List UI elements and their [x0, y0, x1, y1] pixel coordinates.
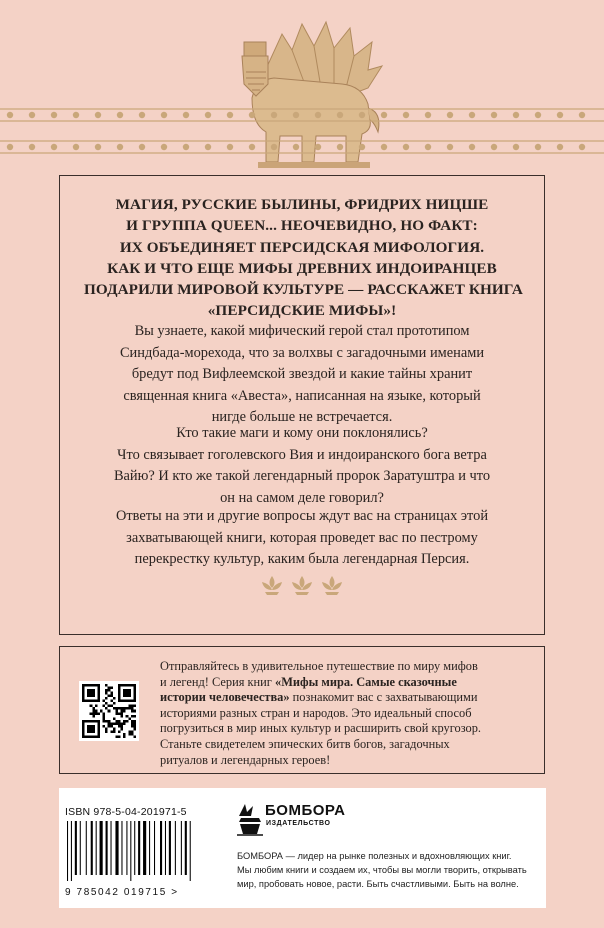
qr-module	[108, 710, 111, 713]
qr-module	[133, 728, 136, 731]
qr-module	[100, 710, 103, 713]
qr-module	[108, 705, 111, 708]
barcode-bar	[121, 821, 122, 875]
qr-module	[126, 720, 129, 723]
text-line: мир, пробовать новое, расти. Быть счастливыми. Быть на волне.	[237, 879, 519, 890]
text-line: Вы узнаете, какой мифический герой стал прототипом	[134, 323, 470, 339]
qr-module	[110, 692, 113, 695]
text-line: ритуалов и легендарных героев!	[160, 752, 331, 767]
qr-module	[118, 723, 121, 726]
barcode-bar	[106, 821, 108, 875]
text-line: захватывающей книги, которая проведет вас по пестрому	[126, 529, 478, 546]
rosette-ornament	[337, 112, 343, 118]
qr-module	[133, 725, 136, 728]
qr-module	[131, 720, 134, 723]
rosette-ornament	[161, 112, 167, 118]
publisher-name: БОМБОРА	[265, 802, 346, 819]
rosette-ornament	[227, 144, 233, 150]
headline-line: МАГИЯ, РУССКИЕ БЫЛИНЫ, ФРИДРИХ НИЦШЕ	[115, 196, 489, 213]
lotus-icon	[259, 574, 285, 596]
barcode-bar	[154, 821, 155, 875]
barcode-bar	[160, 821, 162, 875]
qr-module	[128, 717, 131, 720]
ornament-band-bottom	[0, 140, 604, 154]
barcode-bar	[190, 821, 191, 881]
rosette-ornament	[51, 112, 57, 118]
qr-module	[118, 712, 121, 715]
text-line: историями разных стран и народов. Это идеальный способ	[160, 705, 472, 720]
rosette-ornament	[73, 112, 79, 118]
paragraph-3	[60, 506, 544, 571]
qr-module	[115, 720, 118, 723]
qr-finder	[87, 689, 95, 697]
qr-module	[123, 707, 126, 710]
qr-module	[113, 697, 116, 700]
rosette-ornament	[447, 112, 453, 118]
rosette-ornament	[359, 112, 365, 118]
rosette-ornament	[535, 144, 541, 150]
rosette-ornament	[579, 112, 585, 118]
text-line: Кто такие маги и кому они поклонялись?	[176, 425, 428, 441]
description-frame	[59, 175, 545, 635]
barcode-bar	[86, 821, 87, 875]
rosette-ornament	[205, 144, 211, 150]
qr-module	[110, 687, 113, 690]
qr-finder	[123, 689, 131, 697]
headline-line: И ГРУППА QUEEN... НЕОЧЕВИДНО, НО ФАКТ:	[126, 217, 478, 235]
publisher-description	[237, 849, 537, 892]
qr-module	[103, 720, 106, 723]
qr-module	[121, 723, 124, 726]
qr-module	[95, 710, 98, 713]
barcode-bar	[100, 821, 103, 875]
qr-module	[105, 720, 108, 723]
qr-module	[118, 720, 121, 723]
qr-module	[97, 712, 100, 715]
qr-module	[105, 728, 108, 731]
qr-module	[113, 728, 116, 731]
qr-module	[131, 725, 134, 728]
publisher-subtitle: ИЗДАТЕЛЬСТВО	[266, 820, 331, 827]
lotus-icon	[319, 574, 345, 596]
rosette-ornament	[183, 112, 189, 118]
qr-module	[128, 733, 131, 736]
qr-module	[123, 710, 126, 713]
barcode-digits: 9 785042 019715 >	[65, 887, 179, 898]
rosette-ornament	[315, 144, 321, 150]
headline	[60, 194, 544, 322]
qr-module	[113, 707, 116, 710]
qr-module	[92, 710, 95, 713]
barcode-bar	[185, 821, 187, 875]
rosette-ornament	[403, 112, 409, 118]
qr-module	[110, 694, 113, 697]
rosette-ornament	[469, 112, 475, 118]
qr-module	[103, 725, 106, 728]
text-line: Вайю? И кто же такой легендарный пророк Заратуштра и что	[113, 468, 491, 484]
rosette-ornament	[513, 144, 519, 150]
rosette-ornament	[337, 144, 343, 150]
qr-module	[118, 730, 121, 733]
barcode-bar	[130, 821, 131, 881]
qr-module	[131, 710, 134, 713]
rosette-ornament	[139, 144, 145, 150]
qr-module	[118, 735, 121, 738]
qr-module	[133, 715, 136, 718]
qr-module	[123, 735, 126, 738]
barcode-bar	[115, 821, 118, 875]
qr-module	[113, 717, 116, 720]
rosette-ornament	[557, 112, 563, 118]
qr-module	[108, 723, 111, 726]
qr-module	[103, 715, 106, 718]
rosette-ornament	[271, 112, 277, 118]
barcode-bar	[126, 821, 127, 875]
qr-module	[110, 705, 113, 708]
rosette-ornament	[205, 112, 211, 118]
rosette-ornament	[161, 144, 167, 150]
barcode-bar	[96, 821, 97, 875]
barcode-bar	[149, 821, 150, 875]
qr-module	[108, 720, 111, 723]
rosette-ornament	[271, 144, 277, 150]
rosette-ornament	[447, 144, 453, 150]
text-line: Ответы на эти и другие вопросы ждут вас на страницах этой	[115, 508, 489, 524]
rosette-ornament	[293, 112, 299, 118]
qr-module	[126, 707, 129, 710]
barcode-bar	[71, 821, 72, 881]
qr-module	[103, 712, 106, 715]
qr-module	[133, 735, 136, 738]
qr-module	[121, 715, 124, 718]
text-line: нигде больше не встречается.	[211, 409, 393, 425]
barcode-bar	[67, 821, 68, 881]
barcode-bar	[169, 821, 171, 875]
rosette-ornament	[469, 144, 475, 150]
qr-module	[131, 730, 134, 733]
rosette-ornament	[403, 144, 409, 150]
series-title-part: истории человечества»	[160, 690, 290, 705]
rosette-ornament	[491, 112, 497, 118]
rosette-ornament	[315, 112, 321, 118]
ornament-band-top	[0, 108, 604, 122]
qr-module	[105, 697, 108, 700]
rosette-ornament	[381, 112, 387, 118]
text-line: бредут под Вифлеемской звездой и какие тайны хранит	[131, 366, 473, 382]
text-line: Отправляйтесь в удивительное путешествие по миру мифов	[160, 659, 478, 673]
qr-module	[103, 717, 106, 720]
text-line	[160, 675, 540, 691]
barcode-bar	[80, 821, 81, 875]
headline-line: ИХ ОБЪЕДИНЯЕТ ПЕРСИДСКАЯ МИФОЛОГИЯ.	[119, 238, 485, 256]
rosette-ornament	[29, 144, 35, 150]
qr-module	[126, 715, 129, 718]
qr-module	[92, 715, 95, 718]
barcode	[65, 821, 205, 881]
qr-module	[108, 689, 111, 692]
qr-module	[123, 720, 126, 723]
qr-module	[121, 712, 124, 715]
qr-module	[95, 705, 98, 708]
isbn-label: ISBN 978-5-04-201971-5	[65, 806, 187, 818]
bombora-logo	[237, 802, 347, 838]
barcode-bar	[175, 821, 176, 875]
qr-module	[103, 699, 106, 702]
headline-line: «ПЕРСИДСКИЕ МИФЫ»!	[207, 302, 397, 320]
qr-module	[105, 684, 108, 687]
qr-module	[105, 707, 108, 710]
qr-module	[121, 725, 124, 728]
rosette-ornament	[381, 144, 387, 150]
qr-module	[128, 707, 131, 710]
qr-module	[131, 707, 134, 710]
text-line: Синдбада-морехода, что за волхвы с загадочными именами	[119, 344, 485, 361]
barcode-bar	[181, 821, 182, 875]
text-line: перекрестку культур, каким была легендарная Персия.	[134, 551, 470, 567]
barcode-bar	[138, 821, 140, 875]
qr-module	[123, 723, 126, 726]
qr-module	[103, 705, 106, 708]
publisher-panel	[59, 788, 546, 908]
rosette-ornament	[359, 144, 365, 150]
qr-module	[90, 712, 93, 715]
qr-module	[110, 725, 113, 728]
qr-finder	[87, 725, 95, 733]
qr-module	[113, 730, 116, 733]
qr-module	[133, 705, 136, 708]
barcode-block	[65, 806, 211, 898]
paragraph-2	[60, 423, 544, 509]
qr-module	[90, 705, 93, 708]
barcode-bar	[165, 821, 166, 875]
qr-module	[131, 733, 134, 736]
qr-module	[118, 725, 121, 728]
rosette-ornament	[95, 144, 101, 150]
series-title-part: «Мифы мира. Самые сказочные	[275, 674, 457, 689]
rosette-ornament	[7, 144, 13, 150]
qr-module	[110, 699, 113, 702]
rosette-ornament	[29, 112, 35, 118]
rosette-ornament	[183, 144, 189, 150]
qr-module	[115, 707, 118, 710]
qr-module	[115, 723, 118, 726]
rosette-ornament	[227, 112, 233, 118]
paragraph-1	[60, 321, 544, 429]
text-line: Станьте свидетелем эпических битв богов, загадочных	[160, 736, 450, 751]
text-line: Что связывает гоголевского Вия и индоиранского бога ветра	[117, 446, 487, 463]
bombora-logo-icon	[237, 802, 263, 836]
rosette-ornament	[513, 112, 519, 118]
qr-module	[108, 725, 111, 728]
text-line: священная книга «Авеста», написанная на языке, который	[123, 387, 481, 404]
text-line: БОМБОРА — лидер на рынке полезных и вдохновляющих книг.	[237, 851, 512, 861]
qr-module	[108, 694, 111, 697]
barcode-bar	[134, 821, 135, 875]
text-line: он на самом деле говорил?	[220, 489, 384, 506]
rosette-ornament	[249, 144, 255, 150]
qr-module	[128, 730, 131, 733]
rosette-ornament	[557, 144, 563, 150]
text-line: погрузиться в мир иных культур и расширить свой кругозор.	[160, 721, 482, 736]
qr-module	[118, 707, 121, 710]
qr-module	[92, 707, 95, 710]
rosette-ornament	[425, 144, 431, 150]
qr-module	[115, 710, 118, 713]
rosette-ornament	[51, 144, 57, 150]
qr-module	[92, 712, 95, 715]
series-info-box	[59, 646, 545, 774]
rosette-ornament	[117, 112, 123, 118]
lotus-ornaments	[60, 574, 544, 596]
barcode-bar	[111, 821, 112, 875]
barcode-bar	[75, 821, 77, 875]
qr-module	[133, 720, 136, 723]
rosette-ornament	[139, 112, 145, 118]
qr-code[interactable]	[79, 681, 139, 741]
qr-module	[121, 707, 124, 710]
qr-module	[131, 723, 134, 726]
rosette-ornament	[491, 144, 497, 150]
barcode-bar	[143, 821, 146, 875]
rosette-ornament	[249, 112, 255, 118]
qr-module	[115, 735, 118, 738]
rosette-ornament	[535, 112, 541, 118]
qr-module	[115, 712, 118, 715]
qr-module	[128, 705, 131, 708]
qr-module	[105, 692, 108, 695]
qr-module	[131, 715, 134, 718]
barcode-bar	[91, 821, 93, 875]
qr-module	[113, 702, 116, 705]
text-line	[160, 690, 540, 706]
rosette-ornament	[293, 144, 299, 150]
series-line-intro: и легенд! Серия книг	[160, 674, 275, 689]
qr-module	[131, 705, 134, 708]
series-line-rest: познакомит вас с захватывающими	[289, 690, 478, 705]
qr-module	[105, 689, 108, 692]
qr-module	[121, 728, 124, 731]
qr-module	[121, 710, 124, 713]
rosette-ornament	[117, 144, 123, 150]
headline-line: КАК И ЧТО ЕЩЕ МИФЫ ДРЕВНИХ ИНДОИРАНЦЕВ	[107, 259, 497, 277]
rosette-ornament	[7, 112, 13, 118]
text-line: Мы любим книги и создаем их, чтобы вы могли творить, открывать	[237, 865, 527, 876]
qr-module	[95, 712, 98, 715]
qr-module	[110, 730, 113, 733]
qr-module	[123, 733, 126, 736]
rosette-ornament	[579, 144, 585, 150]
qr-module	[133, 723, 136, 726]
qr-module	[133, 710, 136, 713]
headline-line: ПОДАРИЛИ МИРОВОЙ КУЛЬТУРЕ — РАССКАЖЕТ КНИГА	[84, 281, 523, 299]
qr-module	[108, 687, 111, 690]
lotus-icon	[289, 574, 315, 596]
rosette-ornament	[73, 144, 79, 150]
rosette-ornament	[95, 112, 101, 118]
rosette-ornament	[425, 112, 431, 118]
series-description	[160, 659, 540, 768]
qr-module	[105, 730, 108, 733]
qr-module	[113, 723, 116, 726]
qr-module	[110, 723, 113, 726]
qr-module	[105, 702, 108, 705]
